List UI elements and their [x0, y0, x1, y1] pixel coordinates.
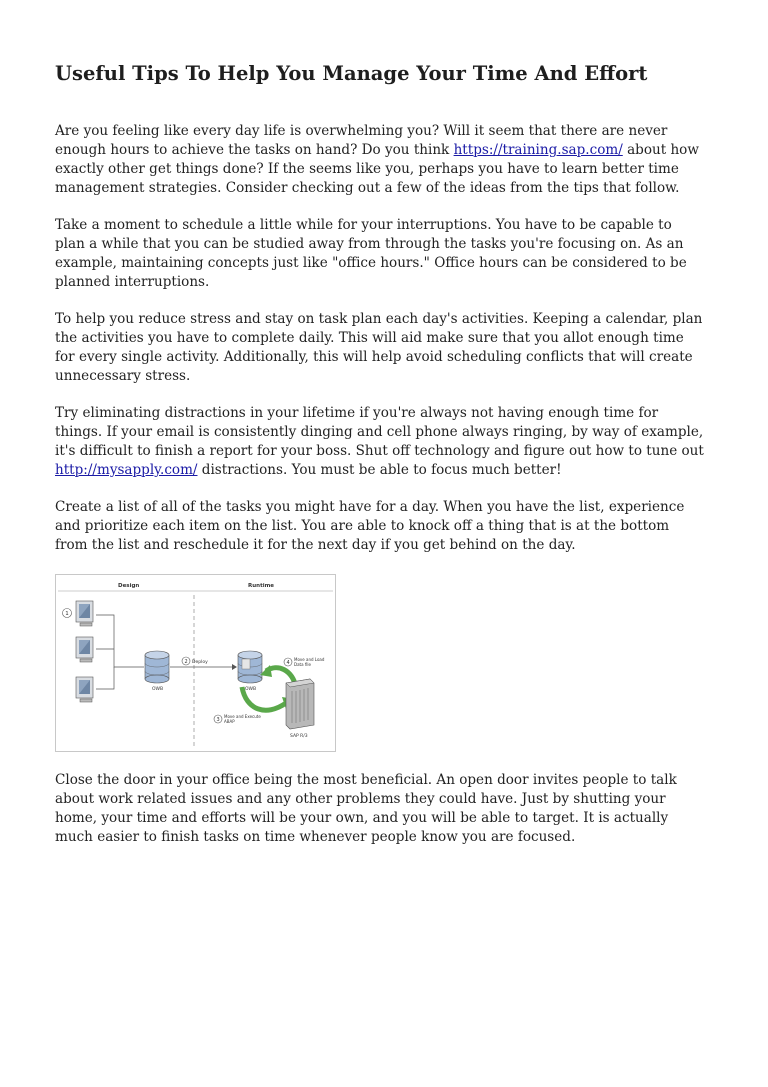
p4-text-before: Try eliminating distractions in your lifetime if you're always not having enough time for things. If your email is consistently dinging and cell phone always ringing, by way of example, it's difficult to finish a report for your boss. Shut off technology and figure out how to tune out — [55, 405, 704, 459]
runtime-label: Runtime — [248, 583, 275, 589]
connector-line — [96, 615, 144, 667]
paragraph-1 — [55, 122, 705, 198]
article-title: Useful Tips To Help You Manage Your Time And Effort — [55, 62, 648, 85]
diagram-svg — [56, 575, 335, 751]
step-4-number: 4 — [286, 660, 290, 666]
paragraph-6: Close the door in your office being the most beneficial. An open door invites people to talk about work related issues and any other problems they could have. Just by shutting your home, your time and efforts will be your own, and you will be able to target. It is actually much easier to finish tasks on time whenever people know you are focused. — [55, 772, 677, 845]
connector-line — [96, 667, 114, 689]
step-2-label: Deploy — [192, 660, 208, 665]
monitor-icon — [76, 637, 93, 662]
design-label: Design — [118, 583, 140, 589]
paragraph-2: Take a moment to schedule a little while for your interruptions. You have to be capable to plan a while that you can be studied away from through the tasks you're focusing on. As an example, maintaining concepts just like "office hours." Office hours can be considered to be planned interruptions. — [55, 217, 687, 290]
architecture-diagram — [55, 574, 336, 752]
step-2-number: 2 — [184, 659, 188, 665]
step-4-label-line1: Move and Load — [294, 657, 325, 662]
step-3-label-line1: Move and Execute — [224, 714, 261, 719]
sap-label: SAP R/3 — [290, 734, 308, 739]
paragraph-5: Create a list of all of the tasks you might have for a day. When you have the list, experience and prioritize each item on the list. You are able to knock off a thing that is at the bottom from the list and reschedule it for the next day if you get behind on the day. — [55, 499, 685, 553]
p1-text-before: Are you feeling like every day life is overwhelming you? Will it seem that there are never enough hours to achieve the tasks on hand? Do you think — [55, 123, 668, 158]
owb-left-label: OWB — [152, 687, 164, 692]
server-icon — [286, 679, 314, 729]
p4-text-after: distractions. You must be able to focus much better! — [197, 462, 562, 478]
database-icon — [238, 651, 262, 683]
owb-right-label: OWB — [245, 687, 257, 692]
p1-text-after: about how exactly other get things done? If the seems like you, perhaps you have to learn better time management strategies. Consider checking out a few of the ideas from the tips that follow. — [55, 142, 699, 196]
paragraph-3: To help you reduce stress and stay on task plan each day's activities. Keeping a calendar, plan the activities you have to complete daily. This will aid make sure that you allot enough time for every single activity. Additionally, this will help avoid scheduling conflicts that will create unnecessary stress. — [55, 311, 703, 384]
arrow-head — [232, 664, 237, 670]
step-1-number: 1 — [65, 611, 69, 617]
database-icon — [145, 651, 169, 683]
monitor-icon — [76, 601, 93, 626]
step-3-number: 3 — [216, 717, 220, 723]
step-3-label-line2: ABAP — [224, 719, 235, 724]
step-4-label-line2: Data file — [294, 662, 311, 667]
training-link[interactable]: https://training.sap.com/ — [453, 142, 623, 158]
paragraph-4 — [55, 404, 705, 480]
mysapply-link[interactable]: http://mysapply.com/ — [55, 462, 198, 478]
monitor-icon — [76, 677, 93, 702]
